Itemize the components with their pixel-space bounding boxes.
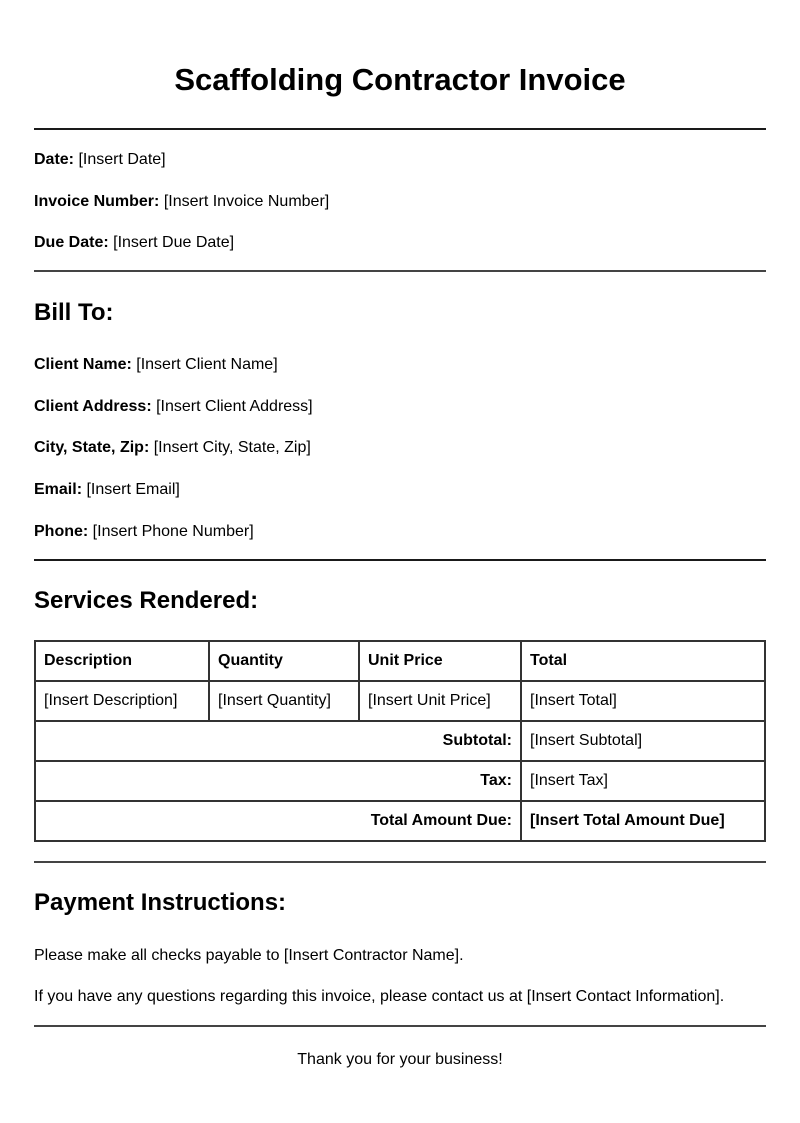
email-value: [Insert Email] [86, 481, 180, 498]
total-due-row [35, 801, 765, 841]
cell-description: [Insert Description] [35, 681, 209, 721]
subtotal-value: [Insert Subtotal] [521, 721, 765, 761]
invoice-number-label: Invoice Number: [34, 193, 160, 210]
city-state-zip-value: [Insert City, State, Zip] [153, 439, 311, 456]
cell-total: [Insert Total] [521, 681, 765, 721]
payment-heading: Payment Instructions: [34, 889, 287, 916]
city-state-zip-line [34, 438, 311, 458]
tax-value: [Insert Tax] [521, 761, 765, 801]
due-date-value: [Insert Due Date] [113, 234, 235, 251]
payment-line-2: If you have any questions regarding this invoice, please contact us at [Insert Contact Information]. [34, 988, 725, 1005]
total-due-value: [Insert Total Amount Due] [521, 801, 765, 841]
invoice-number-value: [Insert Invoice Number] [163, 193, 330, 210]
subtotal-label: Subtotal: [35, 721, 521, 761]
date-value: [Insert Date] [78, 151, 166, 168]
services-heading: Services Rendered: [34, 587, 259, 614]
tax-label: Tax: [35, 761, 521, 801]
divider-bottom [34, 1025, 766, 1027]
city-state-zip-label: City, State, Zip: [34, 439, 150, 456]
divider-meta [34, 270, 766, 272]
divider-bill-to [34, 559, 766, 561]
email-line [34, 480, 180, 500]
total-due-label: Total Amount Due: [35, 801, 521, 841]
divider-services [34, 861, 766, 863]
client-address-value: [Insert Client Address] [156, 398, 313, 415]
page-title: Scaffolding Contractor Invoice [174, 62, 626, 97]
client-name-line [34, 355, 278, 375]
cell-unit-price: [Insert Unit Price] [359, 681, 521, 721]
cell-quantity: [Insert Quantity] [209, 681, 359, 721]
header-unit-price: Unit Price [359, 641, 521, 681]
header-total: Total [521, 641, 765, 681]
phone-label: Phone: [34, 523, 89, 540]
services-table [34, 640, 766, 842]
table-row [35, 681, 765, 721]
header-description: Description [35, 641, 209, 681]
payment-line-1: Please make all checks payable to [Insert Contractor Name]. [34, 947, 464, 964]
phone-value: [Insert Phone Number] [92, 523, 254, 540]
client-name-value: [Insert Client Name] [136, 356, 278, 373]
client-name-label: Client Name: [34, 356, 132, 373]
date-line [34, 150, 166, 170]
table-header-row [35, 641, 765, 681]
tax-row [35, 761, 765, 801]
due-date-line [34, 233, 234, 253]
thank-you-text: Thank you for your business! [297, 1051, 503, 1068]
client-address-label: Client Address: [34, 398, 152, 415]
bill-to-heading: Bill To: [34, 299, 114, 326]
client-address-line [34, 397, 313, 417]
header-quantity: Quantity [209, 641, 359, 681]
due-date-label: Due Date: [34, 234, 109, 251]
date-label: Date: [34, 151, 75, 168]
invoice-number-line [34, 192, 329, 212]
phone-line [34, 522, 254, 542]
divider-top [34, 128, 766, 130]
email-label: Email: [34, 481, 83, 498]
subtotal-row [35, 721, 765, 761]
